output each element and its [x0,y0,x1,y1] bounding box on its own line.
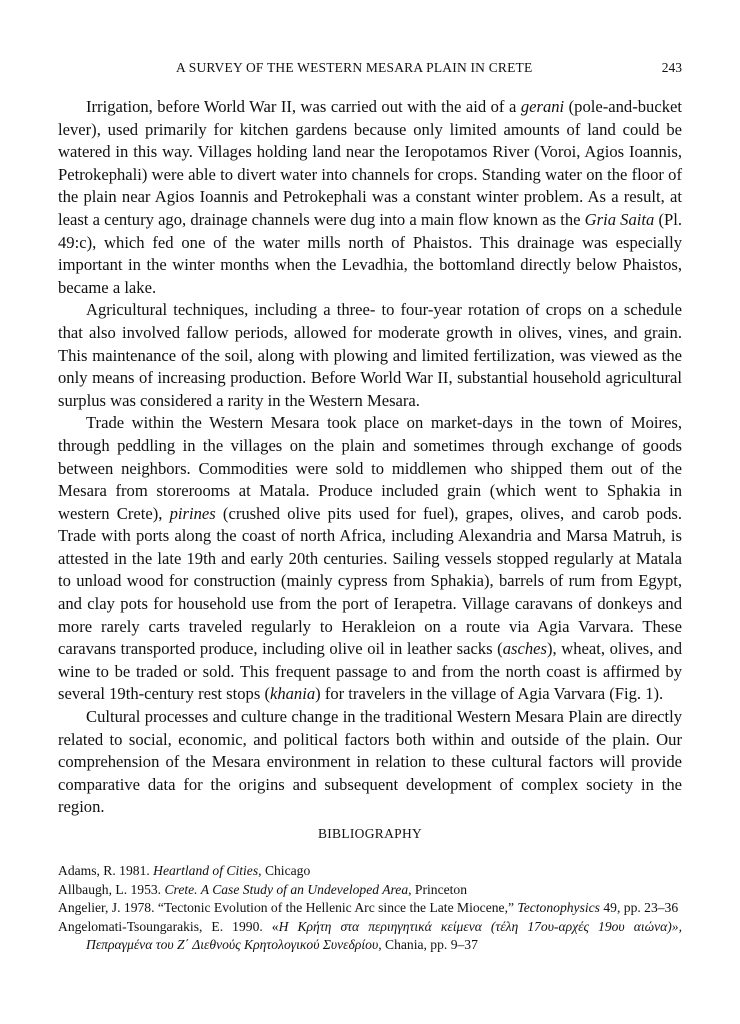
running-header [58,60,682,80]
paragraph-trade: Trade within the Western Mesara took place on market-days in the town of Moires, through peddling in the villages on the plain and sometimes through exchange of goods between neighbors. Commodities were sold to middlemen who shipped them out of the Mesara from storerooms at Matala. Produce included grain (which went to Sphakia in western Crete), pirines (crushed olive pits used for fuel), grapes, olives, and carob pods. Trade with ports along the coast of north Africa, including Alexandria and Marsa Matruh, is attested in the late 19th and early 20th centuries. Sailing vessels stopped regularly at Matala to unload wood for construction (mainly cypress from Sphakia), barrels of rum from Egypt, and clay pots for household use from the port of Ierapetra. Village caravans of donkeys and more rarely carts traveled regularly to Herakleion on a route via Agia Varvara. These caravans transported produce, including olive oil in leather sacks (asches), wheat, olives, and wine to be traded or sold. This frequent passage to and from the north coast is affirmed by several 19th-century rest stops (khania) for travelers in the village of Agia Varvara (Fig. 1). [58,413,683,704]
bibliography-entry: Adams, R. 1981. Heartland of Cities, Chicago [58,863,311,878]
bibliography-list [58,862,682,955]
bibliography-entry: Angelier, J. 1978. “Tectonic Evolution of the Hellenic Arc since the Late Miocene,” Tectonophysics 49, pp. 23–36 [58,900,679,915]
body-text [58,96,682,819]
bibliography-heading: BIBLIOGRAPHY [317,826,423,841]
paragraph-irrigation: Irrigation, before World War II, was carried out with the aid of a gerani (pole-and-bucket lever), used primarily for kitchen gardens because only limited amounts of land could be watered in this way. Villages holding land near the Ieropotamos River (Voroi, Agios Ioannis, Petrokephali) were able to divert water into channels for crops. Standing water on the floor of the plain near Agios Ioannis and Petrokephali was a constant winter problem. As a result, at least a century ago, drainage channels were dug into a main flow known as the Gria Saita (Pl. 49:c), which fed one of the water mills north of Phaistos. This drainage was especially important in the winter months when the Levadhia, the bottomland directly below Phaistos, became a lake. [58,97,682,297]
paragraph-cultural-processes: Cultural processes and culture change in the traditional Western Mesara Plain are directly related to social, economic, and political factors both within and outside of the plain. Our comprehension of the Mesara environment in relation to these cultural factors will provide comparative data for the origins and subsequent development of complex society in the region. [58,707,682,817]
running-title: A SURVEY OF THE WESTERN MESARA PLAIN IN CRETE [176,60,533,75]
paragraph-agriculture: Agricultural techniques, including a three- to four-year rotation of crops on a schedule that also involved fallow periods, allowed for moderate growth in olives, vines, and grain. This maintenance of the soil, along with plowing and limited fertilization, was viewed as the only means of increasing production. Before World War II, substantial household agricultural surplus was considered a rarity in the Western Mesara. [58,300,682,410]
page-number: 243 [661,60,682,75]
bibliography-entry: Angelomati-Tsoungarakis, E. 1990. «Η Κρήτη στα περιηγητικά κείμενα (τέλη 17ου-αρχές 19ου αιώνα)», Πεπραγμένα του Ζ΄ Διεθνούς Κρητολογικού Συνεδρίου, Chania, pp. 9–37 [58,918,682,952]
bibliography-entry: Allbaugh, L. 1953. Crete. A Case Study of an Undeveloped Area, Princeton [58,881,468,897]
